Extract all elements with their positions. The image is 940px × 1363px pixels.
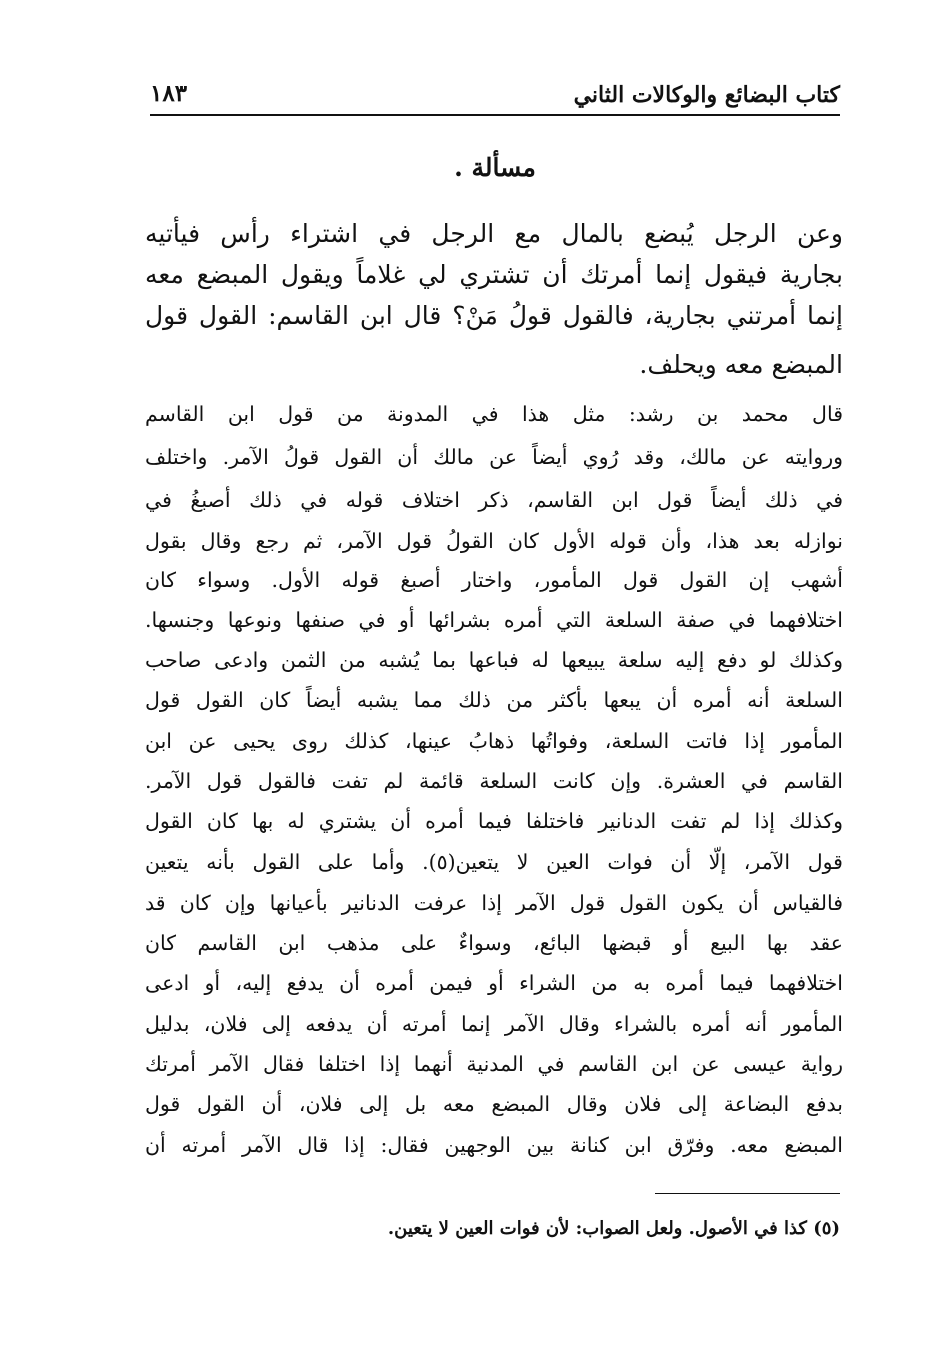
header-rule <box>150 114 840 116</box>
footnote: (٥) كذا في الأصول. ولعل الصواب: لأن فوات العين لا يتعين. <box>387 1218 840 1239</box>
page-number: ١٨٣ <box>150 80 188 107</box>
text-line: إنما أمرتني بجارية، فالقول قولُ مَنْ؟ قال ابن القاسم: القول قول <box>145 301 843 330</box>
text-line: المبضع معه ويحلف. <box>639 350 843 379</box>
text-line: وروايته عن مالك، وقد رُوي أيضاً عن مالك أن القول قولُ الآمر. واختلف <box>145 445 843 469</box>
text-line: وعن الرجل يُبضع بالمال مع الرجل في اشتراء رأس فيأتيه <box>145 219 843 248</box>
text-line: قول الآمر، إلّا أن فوات العين لا يتعين(٥). وأما على القول بأنه يتعين <box>145 850 843 874</box>
text-line: وكذلك إذا لم تفت الدنانير فاختلفا فيما أمره أن يشتري له بها كان القول <box>145 809 843 833</box>
text-line: عقد بها البيع أو قبضها البائع، وسواءٌ على مذهب ابن القاسم كان <box>145 931 843 955</box>
text-line: اختلافهما في صفة السلعة التي أمره بشرائها أو في صنفها ونوعها وجنسها. <box>145 608 843 632</box>
text-line: بدفع البضاعة إلى فلان وقال المبضع معه بل إلى فلان، أن القول قول <box>145 1092 843 1116</box>
text-line: المأمور إذا فاتت السلعة، وفواتُها ذهابُ عينها، كذلك روى يحيى عن ابن <box>145 729 843 753</box>
running-header-title: كتاب البضائع والوكالات الثاني <box>573 82 840 108</box>
text-line: المأمور أنه أمره بالشراء وقال الآمر إنما أمرته أن يدفعه إلى فلان، بدليل <box>145 1012 843 1036</box>
text-line: نوازله بعد هذا، وأن قوله الأول كان القولُ قول الآمر، ثم رجع وقال بقول <box>145 529 843 553</box>
text-line: فالقياس أن يكون القول قول الآمر إذا عرفت الدنانير بأعيانها وإن كان قد <box>145 891 843 915</box>
text-line: في ذلك أيضاً قول ابن القاسم، ذكر اختلاف قوله في ذلك أصبغُ في <box>145 488 843 512</box>
footnote-rule <box>655 1193 840 1194</box>
text-line: قال محمد بن رشد: مثل هذا في المدونة من قول ابن القاسم <box>145 402 843 426</box>
text-line: المبضع معه. وفرّق ابن كنانة بين الوجهين فقال: إذا قال الآمر أمرته أن <box>145 1133 843 1157</box>
text-line: أشهب إن القول قول المأمور، واختار أصبغ قوله الأول. وسواء كان <box>145 568 843 592</box>
running-header <box>150 72 840 116</box>
text-line: وكذلك لو دفع إليه سلعة يبيعها له فباعها بما يُشبه من الثمن وادعى صاحب <box>145 648 843 672</box>
text-line: رواية عيسى عن ابن القاسم في المدنية أنهما إذا اختلفا فقال الآمر أمرتك <box>145 1052 843 1076</box>
text-line: اختلافهما فيما أمره به من الشراء أو فيمن أمره أن يدفع إليه، أو ادعى <box>145 971 843 995</box>
section-title: مسألة . <box>454 153 536 182</box>
text-line: بجارية فيقول إنما أمرتك أن تشتري لي غلاماً ويقول المبضع معه <box>145 260 843 289</box>
text-line: السلعة أنه أمره أن يبعها بأكثر من ذلك مما يشبه أيضاً كان القول قول <box>145 688 843 712</box>
text-line: القاسم في العشرة. وإن كانت السلعة قائمة لم تفت فالقول قول الآمر. <box>145 769 843 793</box>
